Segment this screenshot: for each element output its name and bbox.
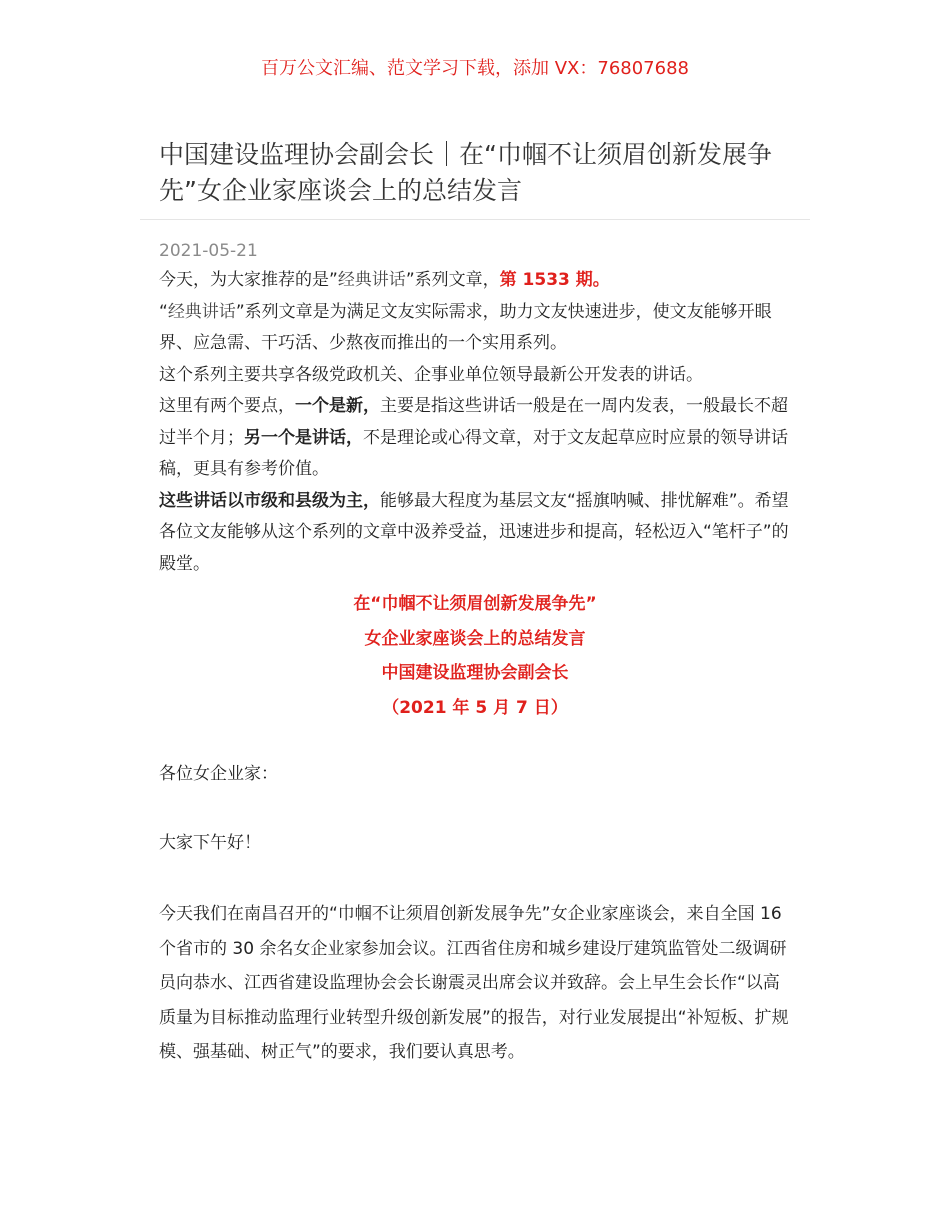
speech-title-line-1: 在“巾帼不让须眉创新发展争先” (353, 594, 597, 614)
speech-title-line-2: 女企业家座谈会上的总结发言 (364, 628, 586, 649)
intro-paragraph-2 (159, 297, 794, 360)
intro-p4-d: 另一个是讲话， (244, 427, 363, 448)
article-title: 中国建设监理协会副会长｜在“巾帼不让须眉创新发展争先”女企业家座谈会上的总结发言 (159, 140, 772, 205)
intro-paragraph-5 (159, 486, 794, 581)
intro-p2-open: “ (159, 301, 168, 322)
greeting-1: 各位女企业家： (159, 764, 278, 784)
intro-p2-rest: ”系列文章是为满足文友实际需求，助力文友快速进步，使文友能够开眼界、应急需、干巧活、少熬夜而推出的一个实用系列。 (159, 301, 772, 353)
intro-section (159, 265, 794, 580)
speech-paragraph-1: 今天我们在南昌召开的“巾帼不让须眉创新发展争先”女企业家座谈会，来自全国 16 个省市的 30 余名女企业家参加会议。江西省住房和城乡建设厅建筑监管处二级调研员向恭水、江西省建设监理协会会长谢震灵出席会议并致辞。会上早生会长作“以高质量为目标推动监理行业转型升级创新发展”的报告，对行业发展提出“补短板、扩规模、强基础、树正气”的要求，我们要认真思考。 (159, 904, 789, 1062)
intro-paragraph-4 (159, 391, 794, 486)
speech-header (0, 587, 950, 725)
issue-number: 第 1533 期。 (499, 270, 610, 290)
intro-p5-a: 这些讲话以市级和县级为主， (159, 490, 380, 511)
intro-p4-a: 这里有两个要点， (159, 396, 295, 416)
speech-speaker: 中国建设监理协会副会长 (381, 663, 569, 683)
series-name: 经典讲话 (167, 301, 236, 322)
intro-p4-b: 一个是新， (295, 396, 380, 416)
intro-p4-e: 不是理论或心得文章，对于文友起草应时应景的领导讲话稿，更具有参考价值。 (159, 427, 788, 479)
intro-paragraph-3: 这个系列主要共享各级党政机关、企事业单位领导最新公开发表的讲话。 (159, 364, 703, 385)
speech-date: （2021 年 5 月 7 日） (382, 697, 568, 718)
series-name: 经典讲话 (337, 270, 406, 290)
publish-date: 2021-05-21 (159, 241, 258, 261)
intro-p1-text: 今天，为大家推荐的是” (159, 270, 338, 290)
greeting-2: 大家下午好！ (159, 833, 261, 853)
intro-p4-c: 主要是指这些讲话一般是在一周内发表，一般最长不超过半个月； (159, 396, 788, 448)
intro-p1-mid: ”系列文章， (405, 270, 500, 290)
intro-p5-b: 能够最大程度为基层文友“摇旗呐喊、排忧解难”。希望各位文友能够从这个系列的文章中汲养受益，迅速进步和提高，轻松迈入“笔杆子”的殿堂。 (159, 490, 789, 574)
title-divider (140, 219, 810, 220)
watermark-banner: 百万公文汇编、范文学习下载，添加 VX：76807688 (261, 58, 689, 79)
intro-paragraph-1 (159, 265, 794, 297)
